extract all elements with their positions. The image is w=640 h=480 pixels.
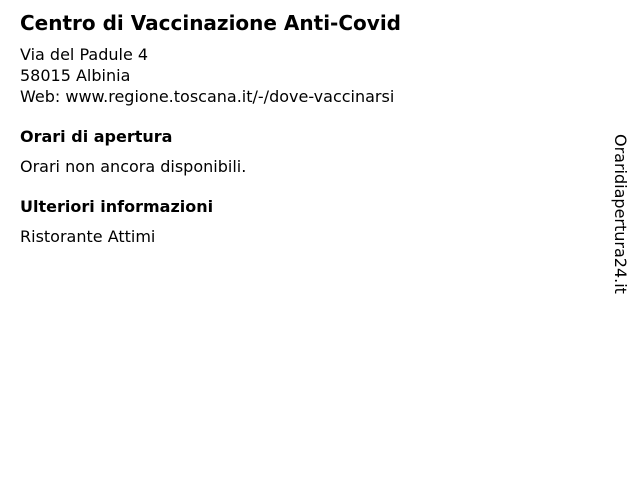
- street-address: Via del Padule 4: [20, 45, 149, 64]
- site-brand-label[interactable]: Oraridiapertura24.it: [611, 134, 630, 294]
- opening-hours-text: Orari non ancora disponibili.: [20, 157, 247, 176]
- website-link[interactable]: Web: www.regione.toscana.it/-/dove-vaccinarsi: [20, 87, 395, 106]
- page-title: Centro di Vaccinazione Anti-Covid: [20, 11, 401, 35]
- opening-hours-heading: Orari di apertura: [20, 127, 173, 146]
- more-info-text: Ristorante Attimi: [20, 227, 156, 246]
- more-info-heading: Ulteriori informazioni: [20, 197, 214, 216]
- main-content: [20, 10, 600, 247]
- address-block: [20, 44, 600, 107]
- postal-city: 58015 Albinia: [20, 66, 131, 85]
